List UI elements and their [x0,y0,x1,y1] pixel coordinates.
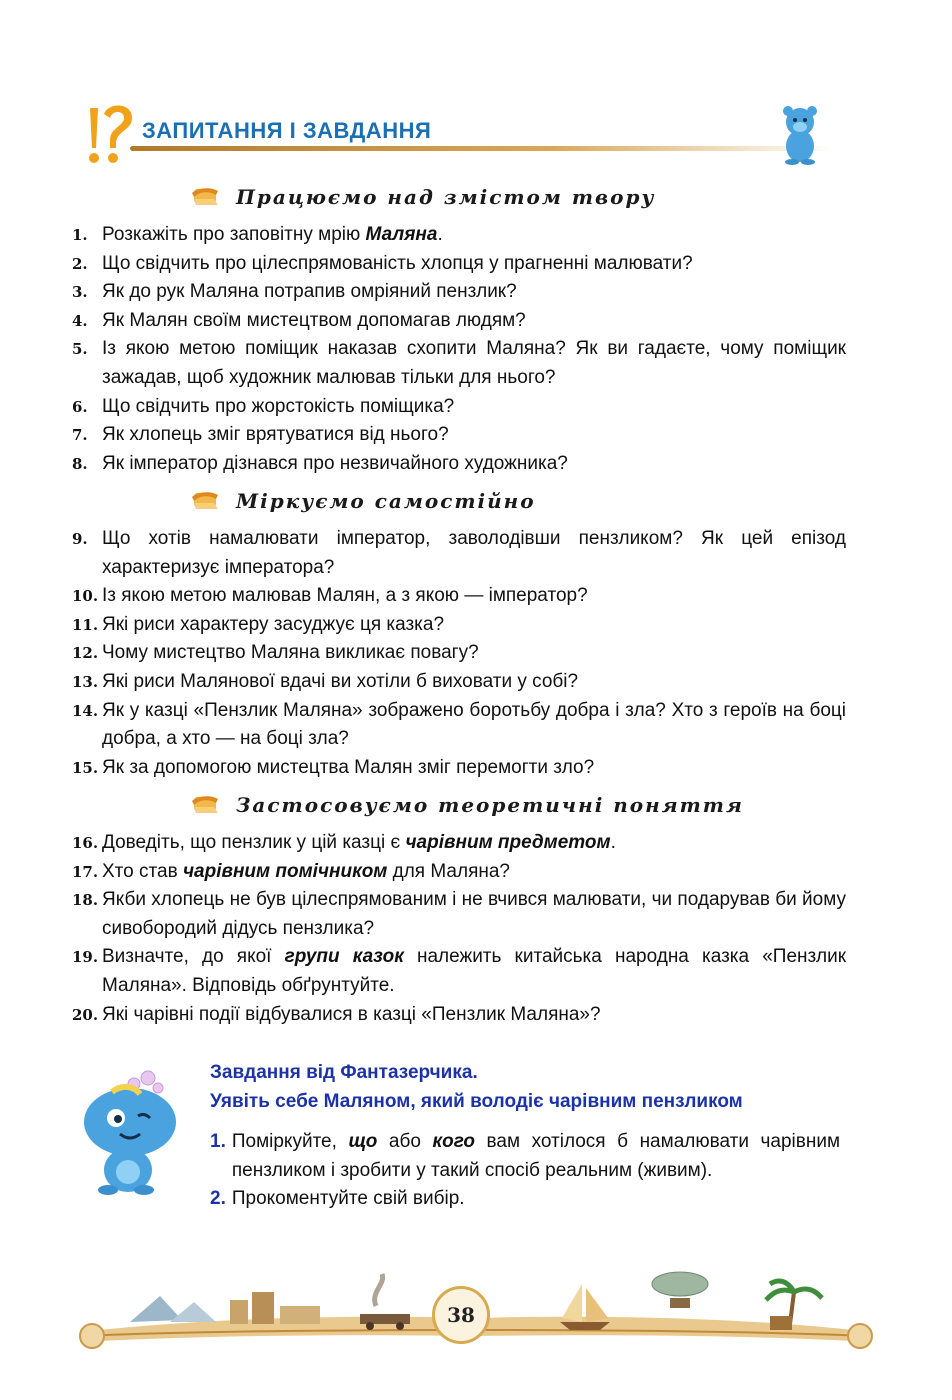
item-text: Що свідчить про жорстокість поміщика? [102,395,455,417]
list-item [72,307,846,336]
list-item [72,250,846,279]
item-text-end: належить китайська народна казка «Пензлик Маляна». Відповідь обґрунтуйте. [102,946,847,996]
list-item [72,335,846,392]
item-number: 17. [72,862,99,881]
list-item [72,697,846,754]
item-number: 11. [72,615,99,634]
list-item [72,611,846,640]
emphasis: Маляна [365,224,438,245]
emphasis: групи казок [284,946,404,968]
section-header [80,100,840,170]
list-item [72,858,846,887]
list-item [72,829,846,858]
emphasis: кого [432,1131,475,1152]
emphasis: чарівним предметом [405,832,611,853]
task-box [210,1058,840,1214]
scroll-icon [188,185,222,209]
item-text: Які риси Малянової вдачі ви хотіли б виховати у собі? [102,670,579,692]
item-number: 6. [72,397,88,416]
item-number: 5. [72,340,88,359]
header-underline [130,146,835,151]
page-title: ЗАПИТАННЯ І ЗАВДАННЯ [142,118,432,143]
section-heading-content [188,182,655,212]
task-item [210,1128,840,1185]
page-number: 38 [432,1286,490,1344]
fantazerchyk-mascot-icon [72,1066,192,1196]
question-list-1 [72,221,846,478]
item-text: Як до рук Маляна потрапив омріяний пензлик? [102,281,517,303]
list-item [72,221,846,250]
emphasis: чарівним помічником [182,860,388,882]
list-item [72,1001,846,1030]
item-number: 13. [72,672,99,691]
item-number: 1. [72,226,88,244]
item-number: 7. [72,426,88,445]
question-exclamation-icon [80,100,140,170]
item-number: 10. [72,587,99,606]
list-item [72,278,846,307]
item-text-end: . [437,224,443,245]
item-number: 16. [72,834,99,852]
item-text-end: . [610,832,616,853]
item-number: 20. [72,1005,99,1024]
item-number: 2. [72,254,88,273]
item-number: 14. [72,701,99,720]
task-text: або [377,1131,433,1152]
list-item [72,393,846,422]
list-item [72,421,846,450]
item-number: 15. [72,758,99,777]
item-text: Розкажіть про заповітну мрію [102,224,366,245]
item-text: Із якою метою поміщик наказав схопити Маляна? Як ви гадаєте, чому поміщик зажадав, щоб художник малював тільки для нього? [102,338,846,388]
list-item [72,668,846,697]
task-text: Прокоментуйте свій вибір. [231,1188,465,1210]
task-heading: Завдання від Фантазерчика. [210,1062,478,1083]
section-title: Міркуємо самостійно [236,489,536,513]
item-text: Як Малян своїм мистецтвом допомагав людям? [102,309,526,331]
question-list-2 [72,525,846,782]
item-text: Як у казці «Пензлик Маляна» зображено боротьбу добра і зла? Хто з героїв на боці добра, а хто — на боці зла? [102,699,846,750]
section-title: Застосовуємо теоретичні поняття [236,793,744,817]
item-text: Із якою метою малював Малян, а з якою — імператор? [102,585,588,607]
item-text: Хто став [102,860,183,882]
question-list-3 [72,829,846,1029]
emphasis: що [348,1131,378,1152]
task-text: Поміркуйте, [231,1131,349,1152]
section-heading-theory [188,790,744,820]
item-text: Що свідчить про цілеспрямованість хлопця у прагненні малювати? [102,252,693,274]
list-item [72,754,846,783]
item-number: 8. [72,454,88,473]
list-item [72,639,846,668]
item-text: Які риси характеру засуджує ця казка? [102,613,445,635]
section-heading-reasoning [188,486,536,516]
item-number: 19. [72,948,99,967]
list-item [72,943,846,1000]
task-item [210,1185,840,1214]
task-subheading: Уявіть себе Маляном, який володіє чарівним пензликом [210,1091,743,1112]
item-text: Якби хлопець не був цілеспрямованим і не вчився малювати, чи подарував би йому сивобородий дідусь пензлика? [102,889,846,939]
item-text: Визначте, до якої [102,946,285,968]
item-number: 18. [72,891,99,910]
item-text: Що хотів намалювати імператор, заволодівши пензликом? Як цей епізод характеризує імператора? [102,528,846,578]
list-item [72,582,846,611]
task-item-number: 1. [210,1131,226,1152]
task-text: вам хотілося б намалювати чарівним пензликом і зробити у такий спосіб реальним (живим). [231,1131,840,1181]
item-text-end: для Маляна? [387,860,510,882]
item-text: Чому мистецтво Маляна викликає повагу? [102,642,479,664]
item-text: Доведіть, що пензлик у цій казці є [102,832,406,853]
item-text: Як за допомогою мистецтва Малян зміг перемогти зло? [102,756,595,778]
list-item [72,886,846,943]
item-text: Які чарівні події відбувалися в казці «Пензлик Маляна»? [102,1003,601,1025]
list-item [72,450,846,479]
task-item-number: 2. [210,1188,226,1210]
item-number: 9. [72,530,88,548]
item-text: Як імператор дізнався про незвичайного художника? [102,452,568,474]
item-number: 12. [72,644,99,663]
list-item [72,525,846,582]
section-title: Працюємо над змістом твору [236,185,656,209]
item-number: 4. [72,311,88,330]
scroll-icon [188,489,222,513]
scroll-icon [188,793,222,817]
task-list [210,1128,840,1214]
item-number: 3. [72,283,88,302]
blue-bear-mascot-icon [770,102,830,166]
item-text: Як хлопець зміг врятуватися від нього? [102,424,449,446]
